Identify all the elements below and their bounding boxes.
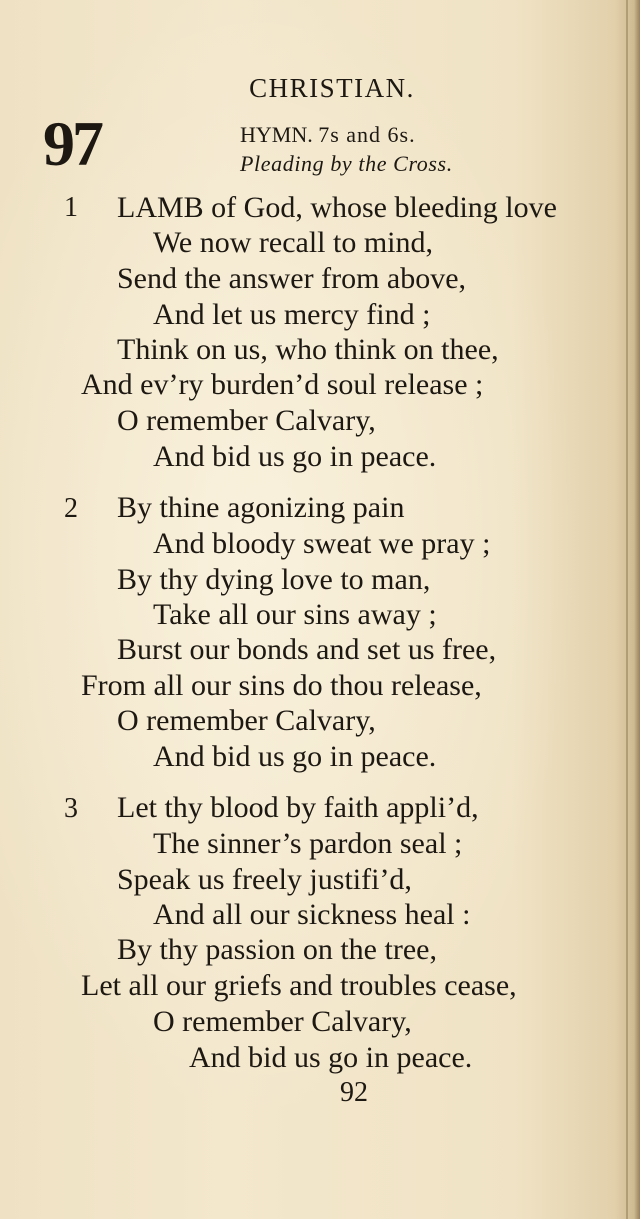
- verse-number: 2: [64, 493, 78, 524]
- verse-line: Take all our sins away ;: [153, 598, 437, 631]
- verse-line: And bid us go in peace.: [189, 1041, 473, 1074]
- verse-line: And all our sickness heal :: [153, 898, 471, 931]
- verse-line: And let us mercy find ;: [153, 298, 431, 331]
- verse-line: And bloody sweat we pray ;: [153, 527, 491, 560]
- page-gutter-line: [626, 0, 628, 1219]
- verse-line: And ev’ry burden’d soul release ;: [81, 368, 484, 401]
- verse-number: 3: [64, 793, 78, 824]
- verse-line: O remember Calvary,: [117, 404, 376, 437]
- verse-line: By thy dying love to man,: [117, 563, 431, 596]
- verse-line: O remember Calvary,: [117, 704, 376, 737]
- hymn-label: HYMN.: [240, 122, 313, 147]
- verse-line: Let thy blood by faith appli’d,: [117, 791, 479, 824]
- running-head: CHRISTIAN.: [249, 73, 415, 103]
- verse-line: By thine agonizing pain: [117, 491, 405, 524]
- hymn-subtitle: Pleading by the Cross.: [240, 151, 453, 176]
- verse-line: And bid us go in peace.: [153, 440, 437, 473]
- verse-number: 1: [64, 192, 78, 223]
- verse-line: The sinner’s pardon seal ;: [153, 827, 463, 860]
- hymn-number: 97: [43, 108, 101, 179]
- verse-line: O remember Calvary,: [153, 1005, 412, 1038]
- verse-line: From all our sins do thou release,: [81, 669, 482, 702]
- verse-line: By thy passion on the tree,: [117, 933, 437, 966]
- verse-line: LAMB of God, whose bleeding love: [117, 191, 557, 224]
- verse-line: Let all our griefs and troubles cease,: [81, 969, 517, 1002]
- verse-line: We now recall to mind,: [153, 226, 434, 259]
- hymn-heading: [240, 120, 453, 178]
- page-edge-shadow: [634, 0, 640, 1219]
- verse-line: Speak us freely justifi’d,: [117, 863, 412, 896]
- verse-line: Send the answer from above,: [117, 262, 467, 295]
- verse-line: Burst our bonds and set us free,: [117, 633, 497, 666]
- verse-line: Think on us, who think on thee,: [117, 333, 499, 366]
- page-number: 92: [340, 1077, 368, 1108]
- verse-line: And bid us go in peace.: [153, 740, 437, 773]
- hymn-meter: 7s and 6s.: [318, 122, 416, 147]
